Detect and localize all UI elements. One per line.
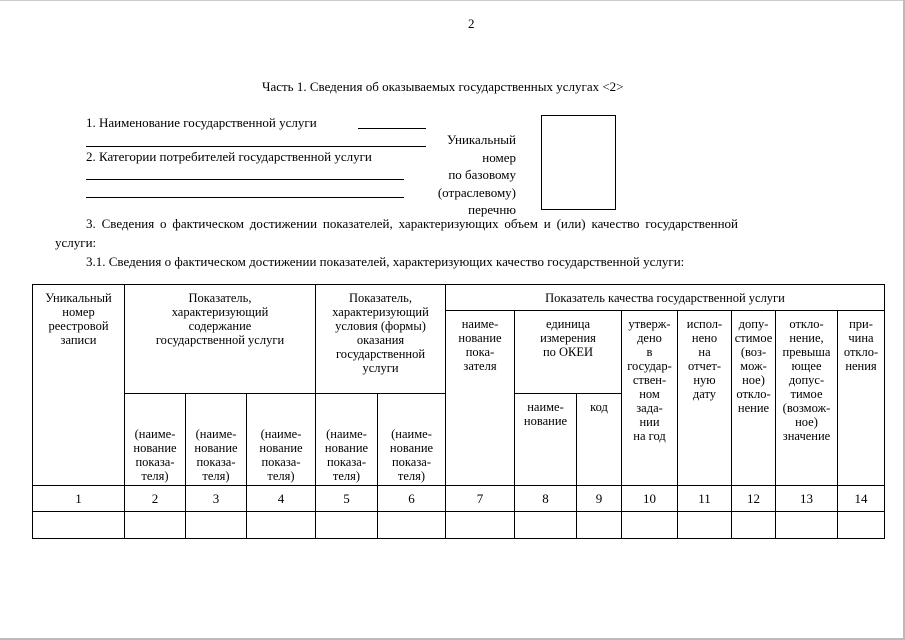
header-unique-record: Уникальный номер реестровой записи <box>33 285 125 486</box>
consumers-line-2 <box>86 197 404 198</box>
consumers-label: 2. Категории потребителей государственной услуги <box>86 149 372 164</box>
service-name-line-long <box>86 146 426 147</box>
col-number: 9 <box>577 486 622 512</box>
header-executed: испол- нено на отчет- ную дату <box>678 311 732 486</box>
data-cell[interactable] <box>732 512 776 539</box>
consumers-line-1 <box>86 179 404 180</box>
data-cell[interactable] <box>186 512 247 539</box>
col-number: 12 <box>732 486 776 512</box>
header-unit-name: наиме- нование <box>515 394 577 486</box>
section-3-line1: 3. Сведения о фактическом достижении показателей, характеризующих объем и (или) качество государственной <box>86 216 738 231</box>
col-number: 14 <box>838 486 885 512</box>
top-scan-edge <box>0 0 905 1</box>
header-indicator-name: наиме- нование пока- зателя <box>446 311 515 486</box>
header-exceeding-deviation: откло- нение, превыша ющее допус- тимое (возмож- ное) значение <box>776 311 838 486</box>
data-cell[interactable] <box>622 512 678 539</box>
header-unit-code: код <box>577 394 622 486</box>
quality-table <box>32 284 885 539</box>
col-number: 4 <box>247 486 316 512</box>
sub-condition-1: (наиме- нование показа- теля) <box>316 394 378 486</box>
header-allowed-deviation: допу- стимое (воз- мож- ное) откло- нение <box>732 311 776 486</box>
data-cell[interactable] <box>316 512 378 539</box>
data-cell[interactable] <box>33 512 125 539</box>
unique-number-label: Уникальный номер по базовому (отраслевому) перечню <box>437 132 516 217</box>
col-number: 5 <box>316 486 378 512</box>
section-3-line2: услуги: <box>55 235 97 250</box>
sub-content-3: (наиме- нование показа- теля) <box>247 394 316 486</box>
data-cell[interactable] <box>446 512 515 539</box>
header-approved: утверж- дено в государ- ствен- ном зада- нии на год <box>622 311 678 486</box>
header-unit: единица измерения по ОКЕИ <box>515 311 622 394</box>
data-cell[interactable] <box>378 512 446 539</box>
data-cell[interactable] <box>515 512 577 539</box>
col-number: 7 <box>446 486 515 512</box>
header-conditions-indicator: Показатель, характеризующий условия (формы) оказания государственной услуги <box>316 285 446 394</box>
section-3-1: 3.1. Сведения о фактическом достижении показателей, характеризующих качество государственной услуги: <box>86 254 685 269</box>
sub-content-1: (наиме- нование показа- теля) <box>125 394 186 486</box>
col-number: 8 <box>515 486 577 512</box>
col-number: 3 <box>186 486 247 512</box>
data-cell[interactable] <box>577 512 622 539</box>
data-cell[interactable] <box>838 512 885 539</box>
service-name-line-short <box>358 128 426 129</box>
page-number: 2 <box>468 16 475 31</box>
data-cell[interactable] <box>125 512 186 539</box>
col-number: 1 <box>33 486 125 512</box>
col-number: 6 <box>378 486 446 512</box>
sub-condition-2: (наиме- нование показа- теля) <box>378 394 446 486</box>
data-cell[interactable] <box>776 512 838 539</box>
header-quality-indicator: Показатель качества государственной услуги <box>446 285 885 311</box>
col-number: 13 <box>776 486 838 512</box>
col-number: 2 <box>125 486 186 512</box>
col-number: 10 <box>622 486 678 512</box>
unique-number-box[interactable] <box>541 115 616 210</box>
col-number: 11 <box>678 486 732 512</box>
header-deviation-reason: при- чина откло- нения <box>838 311 885 486</box>
data-cell[interactable] <box>678 512 732 539</box>
part-title: Часть 1. Сведения об оказываемых государственных услугах <2> <box>262 79 624 94</box>
header-content-indicator: Показатель, характеризующий содержание государственной услуги <box>125 285 316 394</box>
data-cell[interactable] <box>247 512 316 539</box>
sub-content-2: (наиме- нование показа- теля) <box>186 394 247 486</box>
service-name-label: 1. Наименование государственной услуги <box>86 115 317 130</box>
